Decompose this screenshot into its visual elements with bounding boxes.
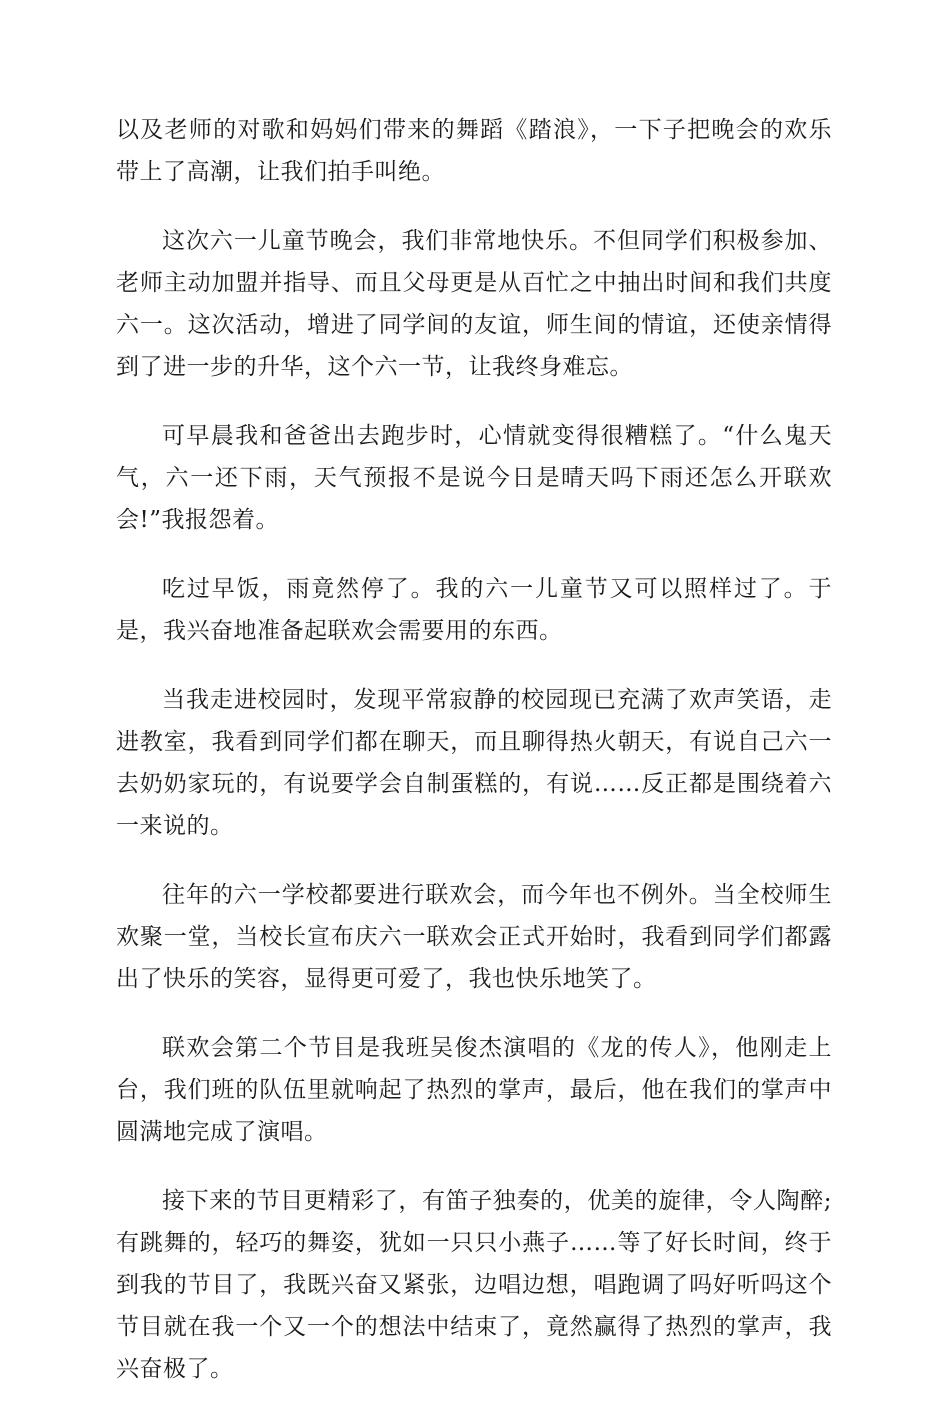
paragraph: 可早晨我和爸爸出去跑步时，心情就变得很糟糕了。“什么鬼天气，六一还下雨，天气预报不是说今日是晴天吗下雨还怎么开联欢会!”我报怨着。 — [116, 423, 832, 533]
paragraph: 接下来的节目更精彩了，有笛子独奏的，优美的旋律，令人陶醉;有跳舞的，轻巧的舞姿，犹如一只只小燕子……等了好长时间，终于到我的节目了，我既兴奋又紧张，边唱边想，唱跑调了吗好听吗这个节目就在我一个又一个的想法中结束了，竟然赢得了热烈的掌声，我兴奋极了。 — [116, 1188, 832, 1382]
paragraph: 吃过早饭，雨竟然停了。我的六一儿童节又可以照样过了。于是，我兴奋地准备起联欢会需要用的东西。 — [116, 576, 832, 644]
paragraph: 当我走进校园时，发现平常寂静的校园现已充满了欢声笑语，走进教室，我看到同学们都在聊天，而且聊得热火朝天，有说自己六一去奶奶家玩的，有说要学会自制蛋糕的，有说……反正都是围绕着六一来说的。 — [116, 687, 832, 839]
paragraph: 联欢会第二个节目是我班吴俊杰演唱的《龙的传人》，他刚走上台，我们班的队伍里就响起了热烈的掌声，最后，他在我们的掌声中圆满地完成了演唱。 — [116, 1035, 832, 1145]
paragraph-continuation: 以及老师的对歌和妈妈们带来的舞蹈《踏浪》，一下子把晚会的欢乐带上了高潮，让我们拍手叫绝。 — [116, 117, 832, 185]
paragraph: 往年的六一学校都要进行联欢会，而今年也不例外。当全校师生欢聚一堂，当校长宣布庆六一联欢会正式开始时，我看到同学们都露出了快乐的笑容，显得更可爱了，我也快乐地笑了。 — [116, 882, 832, 992]
paragraph: 这次六一儿童节晚会，我们非常地快乐。不但同学们积极参加、老师主动加盟并指导、而且父母更是从百忙之中抽出时间和我们共度六一。这次活动，增进了同学间的友谊，师生间的情谊，还使亲情得到了进一步的升华，这个六一节，让我终身难忘。 — [116, 228, 832, 380]
document-body — [116, 109, 832, 1417]
